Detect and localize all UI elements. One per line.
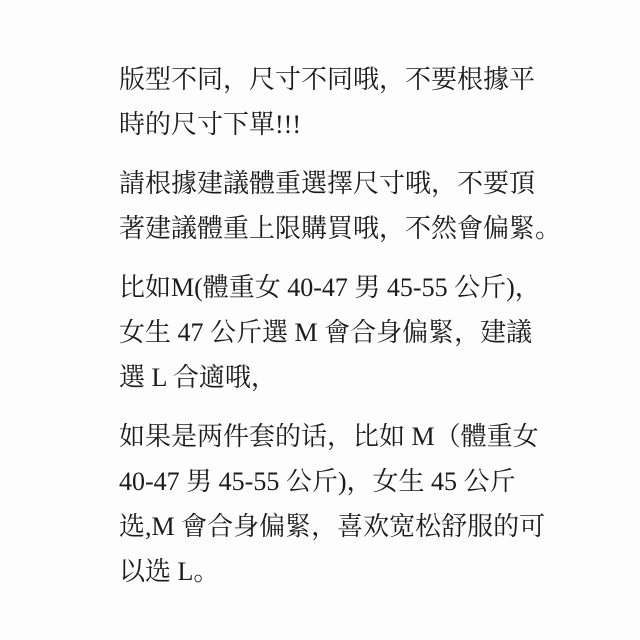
paragraph-sizing-warning bbox=[119, 57, 579, 147]
paragraph-example-two-piece-set bbox=[119, 414, 579, 594]
text-line: 選 L 合適哦， bbox=[119, 363, 277, 392]
text-line: 比如M(體重女 40-47 男 45-55 公斤)， bbox=[119, 273, 541, 302]
text-line: 40-47 男 45-55 公斤)，女生 45 公斤 bbox=[119, 467, 516, 496]
text-line: 如果是两件套的话，比如 M（體重女 bbox=[119, 422, 539, 451]
text-line: 女生 47 公斤選 M 會合身偏緊，建議 bbox=[119, 318, 533, 347]
text-line: 時的尺寸下單!!! bbox=[119, 110, 301, 139]
text-line: 著建議體重上限購買哦，不然會偏緊。 bbox=[119, 214, 562, 243]
text-line: 选,M 會合身偏緊，喜欢宽松舒服的可 bbox=[119, 512, 546, 541]
text-line: 以选 L。 bbox=[119, 557, 220, 586]
text-line: 版型不同，尺寸不同哦，不要根據平 bbox=[119, 65, 536, 94]
size-notice-text-block bbox=[119, 57, 579, 608]
paragraph-example-size-m bbox=[119, 265, 579, 400]
paragraph-weight-recommendation bbox=[119, 161, 579, 251]
text-line: 請根據建議體重選擇尺寸哦，不要頂 bbox=[119, 169, 536, 198]
